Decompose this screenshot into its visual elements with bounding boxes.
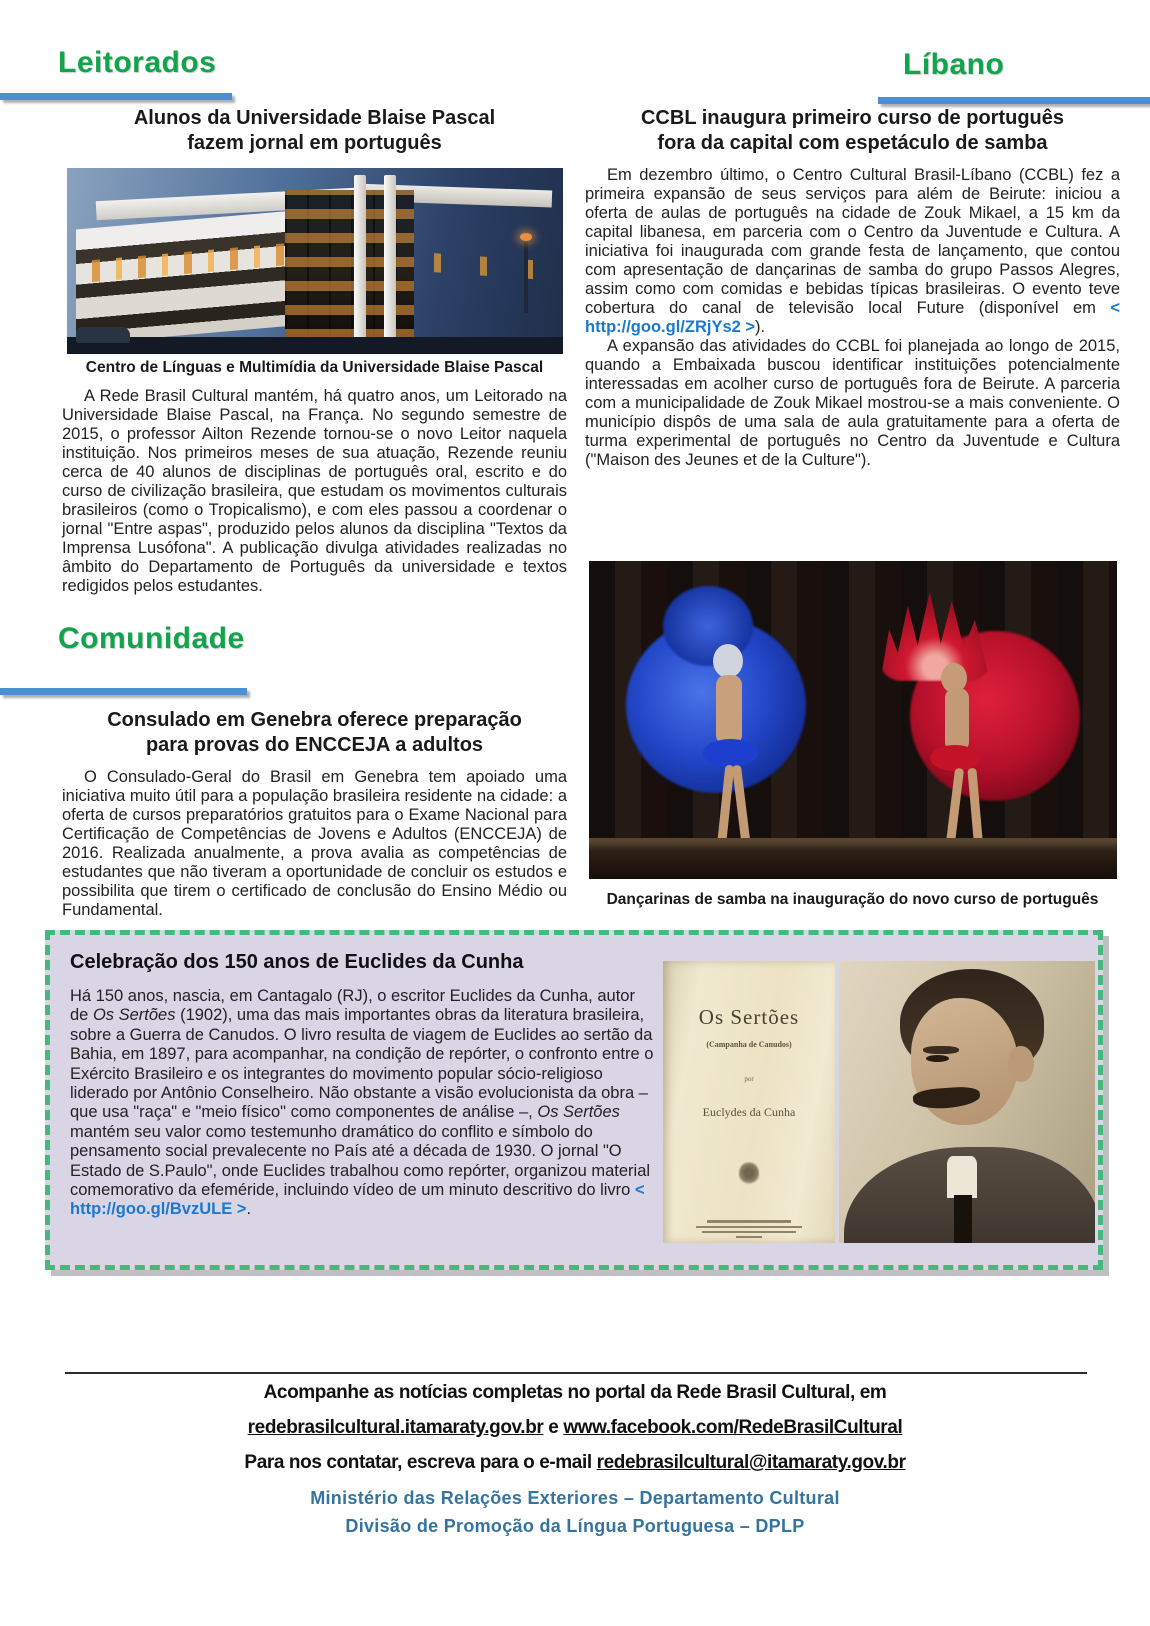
feature-text-run: (1902), uma das mais importantes obras da literatura brasileira, sobre a Guerra de Canudos. O livro resulta de viagem de Euclides ao sertão da Bahia, em 1897, para acompanhar, na condição de repórter, o confronto entre o Exército Brasileiro e os integrantes do movimento popular sócio-religioso liderado por Antônio Conselheiro. Não obstante a visão evolucionista da obra – que usa "raça" e "meio físico" como componentes de análise –, <box>70 1006 654 1122</box>
publisher-line <box>736 1236 762 1238</box>
feature-text-run: Há 150 anos, nascia, em Cantagalo (RJ), o escritor Euclides da Cunha, autor de <box>70 987 635 1025</box>
publisher-line <box>707 1220 790 1223</box>
paragraph-text: Em dezembro último, o Centro Cultural Brasil-Líbano (CCBL) fez a primeira expansão de seus serviços para além de Beirute: iniciou a oferta de aulas de português na cidade de Zouk Mikael, a 15 km da capital libanesa, em parceria com o Centro da Juventude e Cultura. A iniciativa foi inaugurada com grande festa de lançamento, que contou com apresentação de dançarinas de samba do grupo Passos Alegres, assim como com comidas e bebidas típicas brasileiras. O evento teve cobertura do canal de televisão local Future (disponível em <box>585 166 1120 317</box>
portrait-ear <box>1008 1046 1034 1083</box>
article-paragraph-1 <box>585 166 1120 337</box>
email-link[interactable]: redebrasilcultural@itamaraty.gov.br <box>596 1452 906 1473</box>
os-sertoes-book-cover <box>663 961 835 1243</box>
book-cover-author: Euclydes da Cunha <box>702 1105 796 1119</box>
book-title-italic: Os Sertões <box>537 1103 620 1122</box>
footer-line-3 <box>60 1452 1090 1474</box>
book-cover-title: Os Sertões <box>698 1005 800 1029</box>
article-title-line2: fazem jornal em português <box>187 132 442 154</box>
red-feather-crown <box>880 586 990 681</box>
book-cover-byline: por <box>744 1075 754 1083</box>
publisher-line <box>696 1226 803 1228</box>
dancer-blue-torso <box>716 675 742 745</box>
building-column <box>384 175 396 342</box>
section-heading-comunidade: Comunidade <box>58 622 245 655</box>
dancer-blue-head <box>713 644 743 678</box>
ministry-signature-block <box>60 1484 1090 1540</box>
portrait-collar <box>947 1156 978 1198</box>
leitorados-underline-bar <box>0 93 232 100</box>
article-title-line2: fora da capital com espetáculo de samba <box>657 132 1048 154</box>
dancer-blue-skirt <box>703 739 758 767</box>
ministry-line-2: Divisão de Promoção da Língua Portuguesa – DPLP <box>345 1516 805 1536</box>
article-title <box>62 708 567 758</box>
feature-box-paragraph <box>70 987 655 1220</box>
section-heading-leitorados: Leitorados <box>58 46 217 79</box>
publisher-line <box>702 1231 796 1233</box>
article-body: O Consulado-Geral do Brasil em Genebra tem apoiado uma iniciativa muito útil para a população brasileira residente na cidade: a oferta de cursos preparatórios gratuitos para o Exame Nacional para Certificação de Competências de Jovens e Adultos (ENCCEJA) de 2016. Realizada anualmente, a prova avalia as competências de estudantes que não tiveram a oportunidade de concluir os estudos e possibilita que tirem o certificado de conclusão do Ensino Médio ou Fundamental. <box>62 768 567 919</box>
building-photo <box>67 168 563 354</box>
comunidade-underline-bar <box>0 688 247 695</box>
feature-box-title: Celebração dos 150 anos de Euclides da Cunha <box>70 951 524 973</box>
article-blaise-pascal <box>62 106 567 596</box>
article-title-line2: para provas do ENCCEJA a adultos <box>145 734 484 756</box>
book-title-italic: Os Sertões <box>92 1006 176 1025</box>
stage-floor <box>589 838 1117 879</box>
book-cover-subtitle: (Campanha de Canudos) <box>706 1040 792 1049</box>
article-title-line1: CCBL inaugura primeiro curso de português <box>640 107 1065 129</box>
goo-gl-zrjys2-link[interactable]: < http://goo.gl/ZRjYs2 > <box>585 299 1120 336</box>
euclides-da-cunha-portrait <box>839 961 1095 1243</box>
parked-car <box>76 327 130 343</box>
facebook-link[interactable]: www.facebook.com/RedeBrasilCultural <box>563 1417 903 1438</box>
feature-box-euclides <box>45 930 1103 1270</box>
goo-gl-bvzule-link[interactable]: < http://goo.gl/BvzULE > <box>70 1181 645 1219</box>
article-title <box>585 106 1120 156</box>
footer-connector-text: e <box>543 1417 564 1438</box>
samba-dancers-photo <box>589 561 1117 879</box>
feature-text-run: mantém seu valor como testemunho dramático do conflito e símbolo do pensamento social prevalecente no País até a década de 1930. O jornal "O Estado de S.Paulo", onde Euclides trabalhou como repórter, organizou material comemorativo da efeméride, incluindo vídeo de um minuto descritivo do livro <box>70 1122 651 1200</box>
ministry-line-1: Ministério das Relações Exteriores – Departamento Cultural <box>310 1488 840 1508</box>
article-paragraph-2: A expansão das atividades do CCBL foi planejada ao longo de 2015, quando a Embaixada buscou identificar instituições potencialmente interessadas em acolher curso de português fora de Beirute. A parceria com a municipalidade de Zouk Mikael mostrou-se a mais conveniente. O município dispôs de uma sala de aula gratuitamente para a oferta de turma experimental de português no Centro da Juventude e Cultura ("Maison des Jeunes et de la Culture"). <box>585 337 1120 469</box>
article-title-line1: Consulado em Genebra oferece preparação <box>107 709 522 731</box>
footer-divider-line <box>65 1372 1087 1374</box>
dancer-red-torso <box>945 688 969 752</box>
feature-text-run: . <box>246 1200 252 1219</box>
footer-line-1: Acompanhe as notícias completas no portal da Rede Brasil Cultural, em <box>263 1382 887 1403</box>
article-body: A Rede Brasil Cultural mantém, há quatro anos, um Leitorado na Universidade Blaise Pascal, na França. No segundo semestre de 2015, o professor Ailton Rezende tornou-se o novo Leitor naquela instituição. Nos primeiros meses de sua atuação, Rezende reuniu cerca de 40 alunos de disciplinas de português oral, escrito e do curso de civilização brasileira, que estudam os movimentos culturais brasileiros (como o Tropicalismo), e com eles passou a coordenar o jornal "Entre aspas", produzido pelos alunos da disciplina "Textos da Imprensa Lusófona". A publicação divulga atividades realizadas no âmbito do Departamento de Português da universidade e textos redigidos pelos estudantes. <box>62 387 567 595</box>
portrait-eyebrow <box>923 1046 959 1054</box>
building-ground <box>67 337 563 354</box>
book-cover-publisher-block <box>696 1220 803 1238</box>
street-lamp <box>524 239 528 313</box>
section-heading-libano: Líbano <box>903 48 1005 81</box>
portrait-tie <box>954 1195 972 1243</box>
paragraph-text: ). <box>755 318 766 336</box>
footer-line-2 <box>60 1417 1090 1439</box>
building-column <box>354 175 366 342</box>
article-genebra <box>62 708 567 920</box>
libano-underline-bar <box>878 97 1150 104</box>
footer-contact-text: Para nos contatar, escreva para o e-mail <box>244 1452 597 1473</box>
footer-text-block <box>60 1382 1090 1487</box>
samba-photo-caption: Dançarinas de samba na inauguração do novo curso de português <box>606 891 1099 908</box>
building-photo-caption: Centro de Línguas e Multimídia da Universidade Blaise Pascal <box>85 359 544 376</box>
portal-link[interactable]: redebrasilcultural.itamaraty.gov.br <box>247 1417 544 1438</box>
article-title <box>62 106 567 156</box>
book-cover-emblem <box>739 1162 759 1186</box>
article-ccbl <box>585 106 1120 926</box>
article-title-line1: Alunos da Universidade Blaise Pascal <box>133 107 496 129</box>
